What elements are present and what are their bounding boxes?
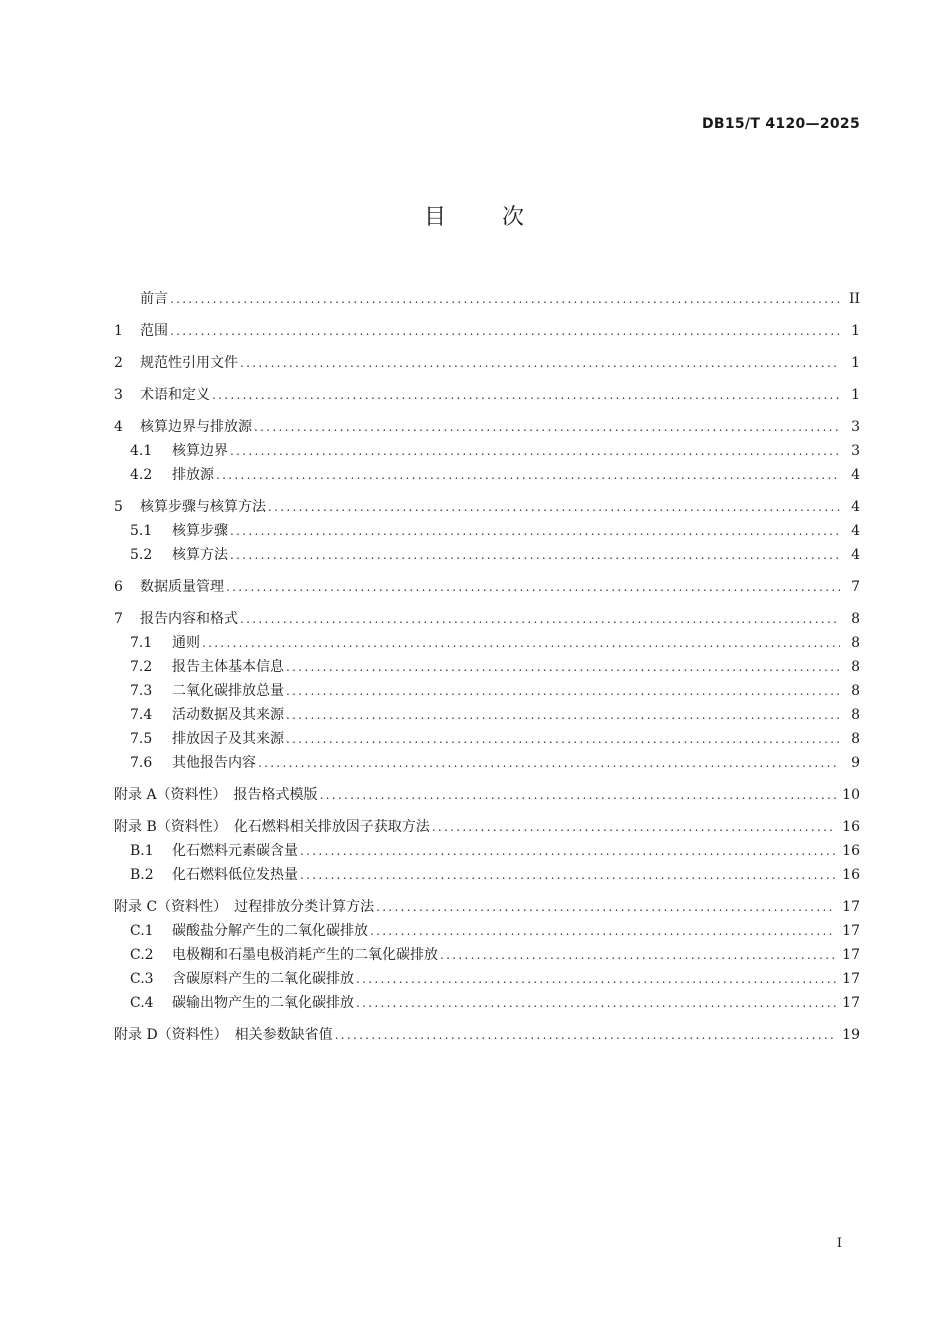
toc-entry-page: 4 [851, 467, 860, 483]
title-char-1: 目 [423, 205, 448, 230]
toc-entry-number: 7 [114, 611, 123, 627]
toc-entry-page: 17 [842, 947, 860, 963]
toc-entry-title: 附录 C（资料性） 过程排放分类计算方法 [114, 899, 375, 915]
toc-entry-title: 含碳原料产生的二氧化碳排放 [172, 971, 354, 987]
toc-entry-number: C.2 [130, 947, 154, 963]
toc-entry-number: 4.2 [130, 467, 153, 483]
toc-entry-page: 17 [842, 923, 860, 939]
toc-entry[interactable] [114, 679, 860, 703]
toc-entry-title: 规范性引用文件 [140, 355, 238, 371]
toc-entry[interactable] [114, 783, 860, 807]
toc-entry[interactable] [114, 839, 860, 863]
toc-entry-page: 4 [851, 523, 860, 539]
toc-entry-title: 其他报告内容 [172, 755, 256, 771]
toc-entry-number: B.1 [130, 843, 154, 859]
toc-entry-page: 7 [851, 579, 860, 595]
toc-entry[interactable] [114, 519, 860, 543]
toc-entry-number: 7.4 [130, 707, 153, 723]
toc-entry[interactable] [114, 463, 860, 487]
toc-leader-dots [226, 575, 840, 599]
toc-entry[interactable] [114, 991, 860, 1015]
toc-leader-dots [230, 439, 840, 463]
toc-entry-number: 4 [114, 419, 123, 435]
toc-entry[interactable] [114, 703, 860, 727]
toc-entry-number: 7.5 [130, 731, 153, 747]
toc-entry-page: 4 [851, 547, 860, 563]
toc-leader-dots [170, 287, 840, 311]
toc-entry-number: 4.1 [130, 443, 153, 459]
toc-entry-page: 8 [851, 731, 860, 747]
toc-entry[interactable] [114, 919, 860, 943]
toc-entry-page: 16 [842, 819, 860, 835]
toc-entry-title: 核算步骤与核算方法 [140, 499, 266, 515]
toc-leader-dots [356, 967, 836, 991]
toc-entry-page: 3 [851, 419, 860, 435]
toc-leader-dots [212, 383, 840, 407]
toc-entry-number: 2 [114, 355, 123, 371]
toc-leader-dots [268, 495, 840, 519]
toc-entry-page: 4 [851, 499, 860, 515]
toc-entry-title: 报告内容和格式 [140, 611, 238, 627]
toc-entry[interactable] [114, 543, 860, 567]
toc-entry-page: 1 [851, 323, 860, 339]
toc-entry-title: 前言 [140, 291, 168, 307]
toc-entry-number: B.2 [130, 867, 154, 883]
toc-entry-title: 碳酸盐分解产生的二氧化碳排放 [172, 923, 368, 939]
toc-entry[interactable] [114, 383, 860, 407]
toc-leader-dots [300, 839, 836, 863]
toc-entry[interactable] [114, 631, 860, 655]
toc-entry-title: 二氧化碳排放总量 [172, 683, 284, 699]
toc-entry-title: 排放因子及其来源 [172, 731, 284, 747]
toc-entry-number: 5.1 [130, 523, 153, 539]
toc-entry-title: 活动数据及其来源 [172, 707, 284, 723]
toc-entry[interactable] [114, 655, 860, 679]
toc-leader-dots [230, 543, 840, 567]
toc-entry-title: 术语和定义 [140, 387, 210, 403]
toc-entry-number: 7.1 [130, 635, 153, 651]
toc-leader-dots [286, 655, 840, 679]
toc-entry-title: 核算边界与排放源 [140, 419, 252, 435]
toc-entry-page: 8 [851, 683, 860, 699]
toc-entry-number: C.4 [130, 995, 154, 1011]
toc-entry-number: 7.6 [130, 755, 153, 771]
toc-entry-number: 3 [114, 387, 123, 403]
toc-entry-page: 3 [851, 443, 860, 459]
toc-entry-number: 5 [114, 499, 123, 515]
toc-entry-number: 7.2 [130, 659, 153, 675]
toc-entry-page: II [848, 291, 860, 307]
toc-leader-dots [356, 991, 836, 1015]
toc-leader-dots [202, 631, 840, 655]
toc-entry[interactable] [114, 967, 860, 991]
toc-entry[interactable] [114, 319, 860, 343]
toc-entry-number: C.1 [130, 923, 154, 939]
title-char-2: 次 [502, 205, 527, 230]
toc-entry[interactable] [114, 815, 860, 839]
toc-entry-page: 8 [851, 659, 860, 675]
toc-leader-dots [170, 319, 840, 343]
toc-entry-page: 17 [842, 899, 860, 915]
toc-entry-number: 7.3 [130, 683, 153, 699]
toc-leader-dots [320, 783, 837, 807]
toc-entry-title: 碳输出物产生的二氧化碳排放 [172, 995, 354, 1011]
toc-entry-title: 化石燃料低位发热量 [172, 867, 298, 883]
toc-entry[interactable] [114, 863, 860, 887]
toc-leader-dots [258, 751, 840, 775]
toc-leader-dots [286, 727, 840, 751]
toc-entry-title: 电极糊和石墨电极消耗产生的二氧化碳排放 [172, 947, 438, 963]
page-number: I [836, 1236, 842, 1251]
toc-entry-page: 9 [851, 755, 860, 771]
toc-leader-dots [254, 415, 840, 439]
toc-entry-page: 17 [842, 971, 860, 987]
toc-leader-dots [240, 607, 840, 631]
toc-entry-title: 核算方法 [172, 547, 228, 563]
toc-leader-dots [376, 895, 836, 919]
toc-entry-title: 核算边界 [172, 443, 228, 459]
toc-entry-page: 1 [851, 355, 860, 371]
document-code: DB15/T 4120—2025 [701, 116, 860, 132]
toc-entry-page: 16 [842, 843, 860, 859]
toc-entry-title: 报告主体基本信息 [172, 659, 284, 675]
toc-entry[interactable] [114, 287, 860, 311]
toc-entry-page: 8 [851, 635, 860, 651]
toc-leader-dots [370, 919, 836, 943]
toc-entry-number: C.3 [130, 971, 154, 987]
toc-leader-dots [216, 463, 840, 487]
toc-entry-title: 数据质量管理 [140, 579, 224, 595]
toc-entry[interactable] [114, 439, 860, 463]
toc-leader-dots [230, 519, 840, 543]
toc-entry-page: 17 [842, 995, 860, 1011]
toc-leader-dots [300, 863, 836, 887]
toc-entry-title: 附录 A（资料性） 报告格式模版 [114, 787, 318, 803]
toc-leader-dots [286, 679, 840, 703]
toc-entry-title: 化石燃料元素碳含量 [172, 843, 298, 859]
toc-entry-page: 8 [851, 611, 860, 627]
toc-entry[interactable] [114, 1023, 860, 1047]
toc-entry-title: 附录 D（资料性） 相关参数缺省值 [114, 1027, 333, 1043]
toc-entry[interactable] [114, 415, 860, 439]
toc-entry-title: 核算步骤 [172, 523, 228, 539]
toc-leader-dots [440, 943, 836, 967]
toc-entry[interactable] [114, 727, 860, 751]
toc-entry-page: 8 [851, 707, 860, 723]
toc-entry-page: 10 [842, 787, 860, 803]
toc-entry-number: 1 [114, 323, 123, 339]
toc-entry-title: 附录 B（资料性） 化石燃料相关排放因子获取方法 [114, 819, 430, 835]
toc-leader-dots [335, 1023, 836, 1047]
toc-entry-page: 16 [842, 867, 860, 883]
toc-entry-title: 通则 [172, 635, 200, 651]
toc-entry-title: 排放源 [172, 467, 214, 483]
toc-leader-dots [240, 351, 840, 375]
toc-entry[interactable] [114, 495, 860, 519]
toc-entry[interactable] [114, 895, 860, 919]
toc-entry-page: 1 [851, 387, 860, 403]
toc-entry-title: 范围 [140, 323, 168, 339]
toc-leader-dots [286, 703, 840, 727]
toc-entry[interactable] [114, 751, 860, 775]
toc-entry-page: 19 [842, 1027, 860, 1043]
toc-leader-dots [432, 815, 836, 839]
toc-entry[interactable] [114, 351, 860, 375]
toc-entry-number: 6 [114, 579, 123, 595]
table-of-contents [114, 287, 860, 1047]
toc-entry[interactable] [114, 607, 860, 631]
toc-entry[interactable] [114, 575, 860, 599]
toc-entry-number: 5.2 [130, 547, 153, 563]
toc-entry[interactable] [114, 943, 860, 967]
page-title [0, 200, 950, 231]
